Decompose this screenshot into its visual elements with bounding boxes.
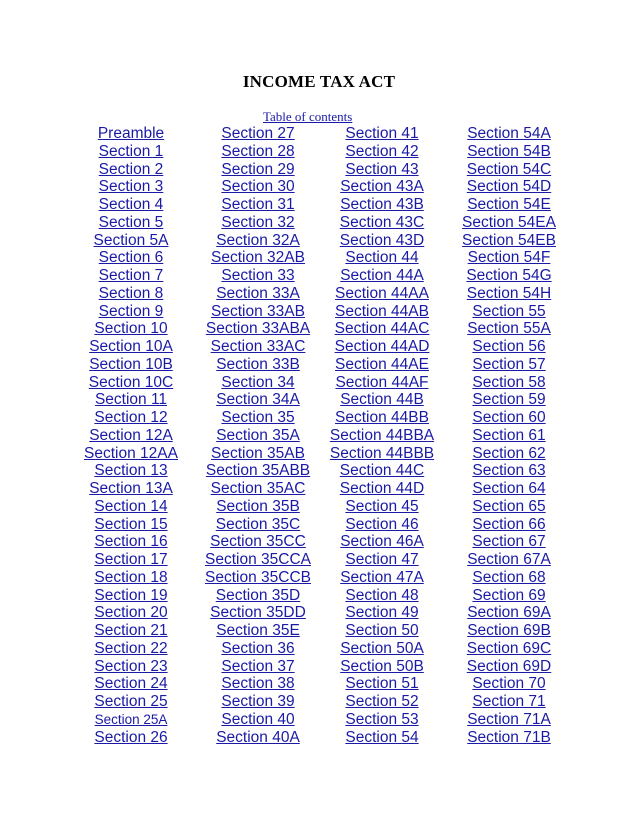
toc-link[interactable]: Section 40A xyxy=(216,728,300,746)
toc-link[interactable]: Section 33AC xyxy=(210,338,306,355)
toc-link[interactable]: Section 44AB xyxy=(335,302,429,320)
toc-link[interactable]: Section 71 xyxy=(472,693,546,710)
toc-link[interactable]: Section 10B xyxy=(89,355,173,373)
toc-link[interactable]: Section 5 xyxy=(98,213,164,231)
toc-link[interactable]: Section 55 xyxy=(472,302,546,320)
toc-link[interactable]: Section 31 xyxy=(221,196,295,213)
toc-link[interactable]: Section 21 xyxy=(94,622,168,639)
toc-link[interactable]: Section 35AC xyxy=(210,480,306,497)
toc-link[interactable]: Section 24 xyxy=(94,675,168,693)
toc-link[interactable]: Section 35DD xyxy=(210,604,306,622)
toc-link[interactable]: Section 45 xyxy=(345,497,419,515)
toc-link[interactable]: Section 69D xyxy=(466,657,552,675)
toc-link[interactable]: Section 43C xyxy=(339,213,425,231)
toc-link[interactable]: Section 54H xyxy=(466,284,552,302)
toc-link[interactable]: Section 50A xyxy=(340,639,424,657)
toc-link[interactable]: Section 8 xyxy=(98,284,164,302)
toc-link[interactable]: Section 44BBB xyxy=(329,444,435,462)
toc-link[interactable]: Section 54EB xyxy=(462,231,556,249)
toc-link[interactable]: Section 44AF xyxy=(335,373,429,391)
toc-link[interactable]: Section 35ABB xyxy=(205,462,311,480)
toc-link[interactable]: Section 51 xyxy=(345,675,419,693)
toc-link[interactable]: Section 41 xyxy=(345,125,419,142)
toc-link[interactable]: Section 54E xyxy=(467,196,551,213)
toc-link[interactable]: Section 54EA xyxy=(462,213,556,231)
toc-link[interactable]: Section 20 xyxy=(94,604,168,622)
toc-link[interactable]: Section 35 xyxy=(221,409,295,426)
toc-link[interactable]: Section 19 xyxy=(94,586,168,604)
toc-link[interactable]: Section 11 xyxy=(94,391,168,409)
toc-link[interactable]: Section 43D xyxy=(339,231,425,249)
toc-link[interactable]: Section 56 xyxy=(472,338,546,355)
toc-link[interactable]: Section 71B xyxy=(467,728,551,746)
toc-link[interactable]: Section 14 xyxy=(94,497,168,515)
toc-link[interactable]: Section 15 xyxy=(94,515,168,533)
toc-link[interactable]: Section 71A xyxy=(467,710,551,728)
toc-link[interactable]: Section 44B xyxy=(340,391,424,409)
toc-link[interactable]: Section 43B xyxy=(340,196,424,213)
toc-link[interactable]: Section 4 xyxy=(98,196,164,213)
toc-link[interactable]: Section 54D xyxy=(466,178,552,196)
toc-link[interactable]: Section 69 xyxy=(472,586,546,604)
toc-link[interactable]: Section 22 xyxy=(94,639,168,657)
toc-link[interactable]: Section 10A xyxy=(89,338,173,355)
toc-link[interactable]: Section 17 xyxy=(94,551,168,568)
toc-link[interactable]: Section 57 xyxy=(472,355,546,373)
toc-link[interactable]: Section 39 xyxy=(221,693,295,710)
toc-link[interactable]: Section 44AC xyxy=(334,320,430,338)
toc-link[interactable]: Section 54F xyxy=(467,249,551,267)
toc-link[interactable]: Section 69A xyxy=(467,604,551,622)
toc-link[interactable]: Section 54 xyxy=(345,728,419,746)
toc-link[interactable]: Section 12A xyxy=(89,426,173,444)
toc-link[interactable]: Section 54G xyxy=(466,267,552,284)
toc-link[interactable]: Section 54B xyxy=(467,142,551,160)
toc-link[interactable]: Section 58 xyxy=(472,373,546,391)
toc-link[interactable]: Section 44A xyxy=(340,267,424,284)
toc-link[interactable]: Section 13A xyxy=(89,480,173,497)
toc-link[interactable]: Section 32AB xyxy=(211,249,305,267)
toc-column-2 xyxy=(193,125,323,746)
toc-link[interactable]: Section 23 xyxy=(94,657,168,675)
toc-link[interactable]: Section 66 xyxy=(472,515,546,533)
toc-link[interactable]: Section 35D xyxy=(215,586,301,604)
toc-link[interactable]: Section 43 xyxy=(345,160,419,178)
document-title: INCOME TAX ACT xyxy=(242,72,396,91)
toc-link[interactable]: Section 44AE xyxy=(335,355,429,373)
toc-link[interactable]: Section 44 xyxy=(345,249,419,267)
toc-link[interactable]: Section 26 xyxy=(94,728,168,746)
toc-link[interactable]: Section 1 xyxy=(98,142,164,160)
table-of-contents-link[interactable]: Table of contents xyxy=(263,109,353,124)
toc-link[interactable]: Section 44C xyxy=(339,462,425,480)
toc-link[interactable]: Section 25 xyxy=(94,693,168,710)
toc-link[interactable]: Section 27 xyxy=(221,125,295,142)
toc-column-3 xyxy=(317,125,447,746)
toc-link[interactable]: Section 44BB xyxy=(335,409,429,426)
toc-link[interactable]: Section 38 xyxy=(221,675,295,693)
toc-link[interactable]: Section 35CC xyxy=(210,533,306,551)
toc-link[interactable]: Section 68 xyxy=(472,568,546,586)
toc-link[interactable]: Section 63 xyxy=(472,462,546,480)
toc-link[interactable]: Section 35E xyxy=(216,622,300,639)
toc-link[interactable]: Section 64 xyxy=(472,480,546,497)
toc-link[interactable]: Section 16 xyxy=(94,533,168,551)
toc-link[interactable]: Section 33AB xyxy=(211,302,305,320)
toc-link[interactable]: Section 43A xyxy=(340,178,424,196)
toc-link[interactable]: Section 47 xyxy=(345,551,419,568)
toc-link[interactable]: Section 46A xyxy=(340,533,424,551)
toc-link[interactable]: Section 50 xyxy=(345,622,419,639)
toc-link[interactable]: Section 48 xyxy=(345,586,419,604)
toc-link[interactable]: Section 53 xyxy=(345,710,419,728)
toc-link[interactable]: Section 44AD xyxy=(334,338,430,355)
toc-link[interactable]: Section 44AA xyxy=(335,284,429,302)
toc-link[interactable]: Section 60 xyxy=(472,409,546,426)
toc-link[interactable]: Section 7 xyxy=(98,267,164,284)
toc-link[interactable]: Section 25A xyxy=(94,711,168,727)
toc-link[interactable]: Section 35CCA xyxy=(205,551,311,568)
toc-link[interactable]: Section 40 xyxy=(221,710,295,728)
toc-link[interactable]: Section 70 xyxy=(472,675,546,693)
toc-link[interactable]: Section 54A xyxy=(467,125,551,142)
toc-link[interactable]: Section 6 xyxy=(98,249,164,267)
toc-column-1 xyxy=(66,125,196,746)
toc-link[interactable]: Section 33B xyxy=(216,355,300,373)
toc-link[interactable]: Section 42 xyxy=(345,142,419,160)
toc-link[interactable]: Section 69B xyxy=(467,622,551,639)
toc-link[interactable]: Section 32 xyxy=(221,213,295,231)
toc-link[interactable]: Section 44BBA xyxy=(329,426,435,444)
toc-link[interactable]: Section 54C xyxy=(466,160,552,178)
toc-link[interactable]: Section 5A xyxy=(93,231,169,249)
toc-link[interactable]: Section 36 xyxy=(221,639,295,657)
toc-link[interactable]: Preamble xyxy=(97,125,165,142)
toc-link[interactable]: Section 32A xyxy=(216,231,300,249)
toc-link[interactable]: Section 69C xyxy=(466,639,552,657)
toc-link[interactable]: Section 9 xyxy=(98,302,164,320)
toc-link[interactable]: Section 35CCB xyxy=(205,568,311,586)
toc-link[interactable]: Section 2 xyxy=(98,160,164,178)
toc-link[interactable]: Section 47A xyxy=(340,568,424,586)
toc-link[interactable]: Section 67 xyxy=(472,533,546,551)
toc-link[interactable]: Section 35A xyxy=(216,426,300,444)
toc-link[interactable]: Section 52 xyxy=(345,693,419,710)
toc-link[interactable]: Section 59 xyxy=(472,391,546,409)
toc-link[interactable]: Section 35B xyxy=(216,497,300,515)
toc-link[interactable]: Section 61 xyxy=(472,426,546,444)
toc-link[interactable]: Section 33ABA xyxy=(205,320,311,338)
toc-link[interactable]: Section 34 xyxy=(221,373,295,391)
toc-link[interactable]: Section 10 xyxy=(94,320,168,338)
toc-link[interactable]: Section 33 xyxy=(221,267,295,284)
toc-column-4 xyxy=(444,125,574,746)
toc-link[interactable]: Section 34A xyxy=(216,391,300,409)
toc-link[interactable]: Section 35AB xyxy=(211,444,305,462)
toc-link[interactable]: Section 3 xyxy=(98,178,164,196)
toc-link[interactable]: Section 67A xyxy=(467,551,551,568)
toc-link[interactable]: Section 28 xyxy=(221,142,295,160)
toc-link[interactable]: Section 10C xyxy=(88,373,174,391)
toc-link[interactable]: Section 55A xyxy=(467,320,551,338)
toc-link[interactable]: Section 12AA xyxy=(84,444,178,462)
toc-link[interactable]: Section 50B xyxy=(340,657,424,675)
toc-link[interactable]: Section 33A xyxy=(216,284,300,302)
toc-link[interactable]: Section 46 xyxy=(345,515,419,533)
toc-link[interactable]: Section 49 xyxy=(345,604,419,622)
toc-link[interactable]: Section 18 xyxy=(94,568,168,586)
toc-link[interactable]: Section 13 xyxy=(94,462,168,480)
toc-link[interactable]: Section 65 xyxy=(472,497,546,515)
toc-link[interactable]: Section 44D xyxy=(339,480,425,497)
toc-link[interactable]: Section 37 xyxy=(221,657,295,675)
toc-link[interactable]: Section 12 xyxy=(94,409,168,426)
toc-link[interactable]: Section 35C xyxy=(215,515,301,533)
toc-link[interactable]: Section 62 xyxy=(472,444,546,462)
toc-link[interactable]: Section 29 xyxy=(221,160,295,178)
toc-link[interactable]: Section 30 xyxy=(221,178,295,196)
